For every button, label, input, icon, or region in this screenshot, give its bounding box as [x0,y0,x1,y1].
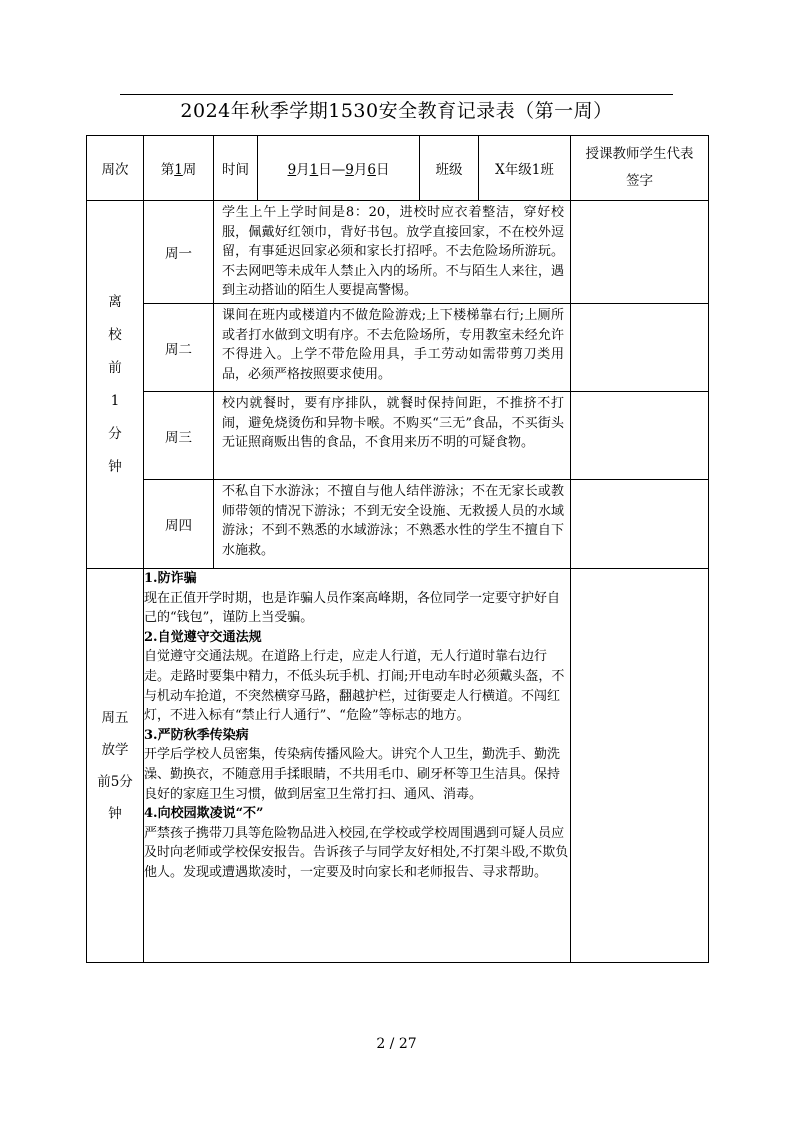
signature-cell-monday[interactable] [571,201,709,304]
day-text-tuesday: 课间在班内或楼道内不做危险游戏;上下楼梯靠右行;上厕所或者打水做到文明有序。不去危险场所，专用教室未经允许不得进入。上学不带危险用具，手工劳动如需带剪刀类用品，必须严格按照要求使用。 [214,304,571,392]
date-range: 9月1日—9月6日 [258,136,420,201]
section-body-bullying: 严禁孩子携带刀具等危险物品进入校园,在学校或学校周围遇到可疑人员应及时向老师或学校保安报告。告诉孩子与同学友好相处,不打架斗殴,不欺负他人。发现或遭遇欺凌时，一定要及时向家长和老师报告、寻求帮助。 [144,825,569,880]
section-body-disease: 开学后学校人员密集，传染病传播风险大。讲究个人卫生，勤洗手、勤洗澡、勤换衣，不随意用手揉眼睛，不共用毛巾、刷牙杯等卫生洁具。保持良好的家庭卫生习惯，做到居室卫生常打扫、通风、消毒。 [144,747,561,802]
section-body-fraud: 现在正值开学时期，也是诈骗人员作案高峰期，各位同学一定要守护好自己的“钱包”，谨防上当受骗。 [144,590,561,626]
header-rule [120,94,673,95]
safety-record-table [86,135,709,963]
time-label: 时间 [214,136,258,201]
section-body-traffic: 自觉遵守交通法规。在道路上行走，应走人行道，无人行道时靠右边行走。走路时要集中精力，不低头玩手机、打闹;开电动车时必须戴头盔，不与机动车抢道，不突然横穿马路，翻越护栏，过街要走人行横道。不闯红灯，不进入标有“禁止行人通行”、“危险”等标志的地方。 [144,649,565,724]
page-number: 2 / 27 [376,1036,417,1052]
friday-content [144,569,571,963]
day-text-monday: 学生上午上学时间是8：20，进校时应衣着整洁，穿好校服，佩戴好红领巾，背好书包。放学直接回家，不在校外逗留，有事延迟回家必须和家长打招呼。不去危险场所游玩。不去网吧等未成年人禁止入内的场所。不与陌生人来往，遇到主动搭讪的陌生人要提高警惕。 [214,201,571,304]
day-label-monday: 周一 [144,201,214,304]
section-heading-traffic: 2.自觉遵守交通法规 [144,629,262,645]
class-label: 班级 [420,136,479,201]
section-heading-disease: 3.严防秋季传染病 [144,727,249,743]
day-row-tuesday [87,304,709,392]
friday-label: 周五 放学 前5分 钟 [87,569,144,963]
day-row-thursday [87,480,709,569]
section-heading-bullying: 4.向校园欺凌说“不” [144,806,264,822]
day-row-monday [87,201,709,304]
document-title: 2024年秋季学期1530安全教育记录表（第一周） [180,100,613,122]
week-value: 第1周 [144,136,214,201]
day-row-wednesday [87,392,709,480]
signature-cell-friday[interactable] [571,569,709,963]
day-label-tuesday: 周二 [144,304,214,392]
week-label: 周次 [87,136,144,201]
class-value: X年级1班 [479,136,571,201]
header-row [87,136,709,201]
before-leave-label: 离 校 前 1 分 钟 [87,201,144,569]
friday-row [87,569,709,963]
signature-label: 授课教师学生代表签字 [571,136,709,201]
day-text-thursday: 不私自下水游泳；不擅自与他人结伴游泳；不在无家长或教师带领的情况下游泳；不到无安全设施、无救援人员的水域游泳；不到不熟悉的水域游泳；不熟悉水性的学生不擅自下水施救。 [214,480,571,569]
signature-cell-wednesday[interactable] [571,392,709,480]
signature-cell-tuesday[interactable] [571,304,709,392]
signature-cell-thursday[interactable] [571,480,709,569]
section-heading-fraud: 1.防诈骗 [144,571,197,586]
day-label-thursday: 周四 [144,480,214,569]
day-label-wednesday: 周三 [144,392,214,480]
day-text-wednesday: 校内就餐时，要有序排队，就餐时保持间距，不推挤不打闹，避免烧烫伤和异物卡喉。不购买“三无”食品，不买街头无证照商贩出售的食品，不食用来历不明的可疑食物。 [214,392,571,480]
